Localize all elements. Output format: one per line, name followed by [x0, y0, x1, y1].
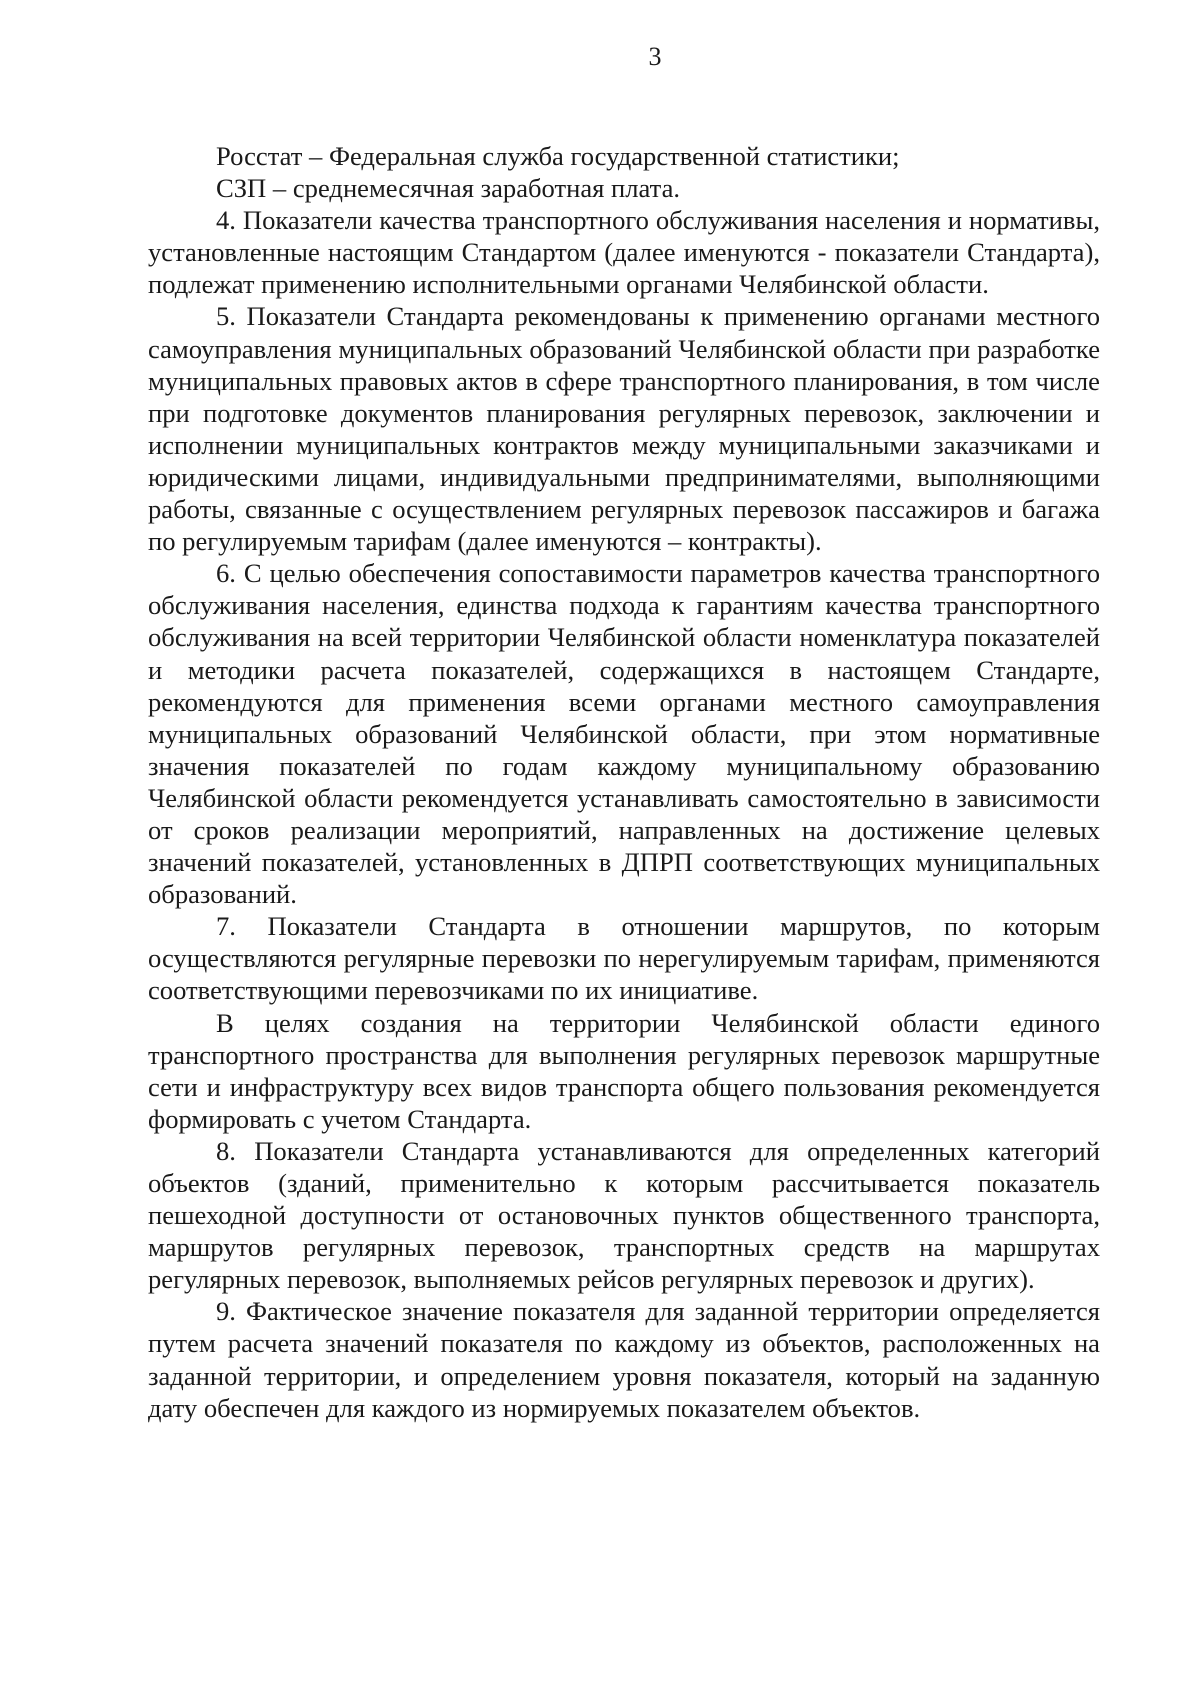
paragraph-szp-definition: СЗП – среднемесячная заработная плата.	[216, 173, 681, 204]
paragraph-item-4: 4. Показатели качества транспортного обслуживания населения и нормативы, установленные настоящим Стандартом (далее именуются - показатели Стандарта), подлежат применению исполнительными органами Челябинской области.	[148, 205, 1100, 300]
paragraph-item-7-continuation: В целях создания на территории Челябинской области единого транспортного пространства для выполнения регулярных перевозок маршрутные сети и инфраструктуру всех видов транспорта общего пользования рекомендуется формировать с учетом Стандарта.	[148, 1007, 1100, 1134]
paragraph-item-5: 5. Показатели Стандарта рекомендованы к применению органами местного самоуправления муниципальных образований Челябинской области при разработке муниципальных правовых актов в сфере транспортного планирования, в том числе при подготовке документов планирования регулярных перевозок, заключении и исполнении муниципальных контрактов между муниципальными заказчиками и юридическими лицами, индивидуальными предпринимателями, выполняющими работы, связанные с осуществлением регулярных перевозок пассажиров и багажа по регулируемым тарифам (далее именуются – контракты).	[148, 301, 1100, 557]
paragraph-item-8: 8. Показатели Стандарта устанавливаются для определенных категорий объектов (зданий, применительно к которым рассчитывается показатель пешеходной доступности от остановочных пунктов общественного транспорта, маршрутов регулярных перевозок, транспортных средств на маршрутах регулярных перевозок, выполняемых рейсов регулярных перевозок и других).	[148, 1135, 1100, 1295]
paragraph-item-6: 6. С целью обеспечения сопоставимости параметров качества транспортного обслуживания населения, единства подхода к гарантиям качества транспортного обслуживания на всей территории Челябинской области номенклатура показателей и методики расчета показателей, содержащихся в настоящем Стандарте, рекомендуются для применения всеми органами местного самоуправления муниципальных образований Челябинской области, при этом нормативные значения показателей по годам каждому муниципальному образованию Челябинской области рекомендуется устанавливать самостоятельно в зависимости от сроков реализации мероприятий, направленных на достижение целевых значений показателей, установленных в ДПРП соответствующих муниципальных образований.	[148, 558, 1100, 910]
paragraph-rosstat-definition: Росстат – Федеральная служба государственной статистики;	[216, 141, 900, 171]
page-number: 3	[648, 42, 662, 71]
document-body	[148, 140, 1100, 1424]
paragraph-item-9: 9. Фактическое значение показателя для заданной территории определяется путем расчета значений показателя по каждому из объектов, расположенных на заданной территории, и определением уровня показателя, который на заданную дату обеспечен для каждого из нормируемых показателем объектов.	[148, 1296, 1100, 1423]
paragraph-item-7: 7. Показатели Стандарта в отношении маршрутов, по которым осуществляются регулярные перевозки по нерегулируемым тарифам, применяются соответствующими перевозчиками по их инициативе.	[148, 911, 1100, 1006]
